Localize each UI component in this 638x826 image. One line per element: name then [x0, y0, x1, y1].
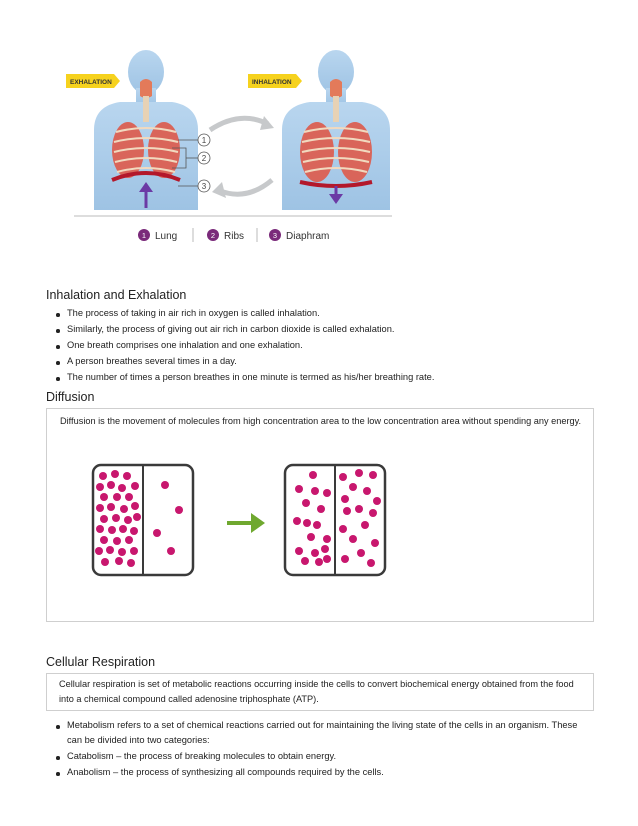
inhalation-label: [248, 74, 302, 88]
svg-text:INHALATION: INHALATION: [252, 79, 292, 86]
section-title-cellular-respiration: Cellular Respiration: [46, 655, 156, 669]
inhalation-bullet-list: [56, 307, 434, 384]
cycle-arrow-top: [210, 118, 268, 130]
legend-ribs: [207, 229, 244, 242]
cycle-arrow-top-head: [260, 116, 274, 130]
list-item-line1: Metabolism refers to a set of chemical reactions carried out for maintaining the living state of the cells in an organism. These: [67, 720, 578, 730]
cycle-arrow-bottom: [218, 180, 272, 194]
svg-text:2: 2: [210, 231, 216, 240]
callout-3: [198, 180, 210, 192]
diffusion-illustration: [91, 463, 391, 579]
list-item: The process of taking in air rich in oxygen is called inhalation.: [56, 307, 434, 320]
inhalation-body: [282, 50, 390, 210]
svg-text:1: 1: [141, 231, 147, 240]
callout-2: [198, 152, 210, 164]
list-item: Similarly, the process of giving out air rich in carbon dioxide is called exhalation.: [56, 323, 434, 336]
section-title-diffusion: Diffusion: [46, 390, 95, 404]
svg-text:EXHALATION: EXHALATION: [70, 79, 112, 86]
svg-text:Diaphram: Diaphram: [286, 231, 330, 242]
svg-text:3: 3: [272, 231, 278, 240]
diffusion-arrow-icon: [227, 513, 265, 533]
callout-1: [198, 134, 210, 146]
list-item: One breath comprises one inhalation and one exhalation.: [56, 339, 434, 352]
svg-text:2: 2: [201, 154, 207, 163]
diffusion-definition: Diffusion is the movement of molecules from high concentration area to the low concentration area without spending any energy.: [60, 416, 582, 426]
section-title-inhalation-exhalation: Inhalation and Exhalation: [46, 288, 187, 302]
list-item-line2: can be divided into two categories:: [67, 735, 210, 745]
cycle-arrow-bottom-head: [212, 182, 226, 198]
list-item: The number of times a person breathes in one minute is termed as his/her breathing rate.: [56, 371, 434, 384]
svg-text:Lung: Lung: [155, 231, 178, 242]
svg-text:3: 3: [201, 182, 207, 191]
svg-text:1: 1: [201, 136, 207, 145]
legend-diaphram: [269, 229, 329, 242]
exhalation-label: [66, 74, 120, 88]
list-item: Anabolism – the process of synthesizing all compounds required by the cells.: [56, 766, 577, 779]
list-item: [56, 719, 577, 747]
cellular-respiration-definition-line2: into a chemical compound called adenosine triphosphate (ATP).: [59, 694, 319, 704]
breathing-diagram: [60, 40, 400, 255]
cellular-respiration-bullet-list: [56, 719, 577, 779]
list-item: Catabolism – the process of breaking molecules to obtain energy.: [56, 750, 577, 763]
list-item: A person breathes several times in a day.: [56, 355, 434, 368]
svg-text:Ribs: Ribs: [224, 231, 245, 242]
cellular-respiration-definition-line1: Cellular respiration is set of metabolic reactions occurring inside the cells to convert biochemical energy obtained from the food: [59, 679, 574, 689]
diffusion-box: [46, 408, 594, 622]
legend-lung: [138, 229, 177, 242]
cellular-respiration-box: [46, 673, 594, 711]
